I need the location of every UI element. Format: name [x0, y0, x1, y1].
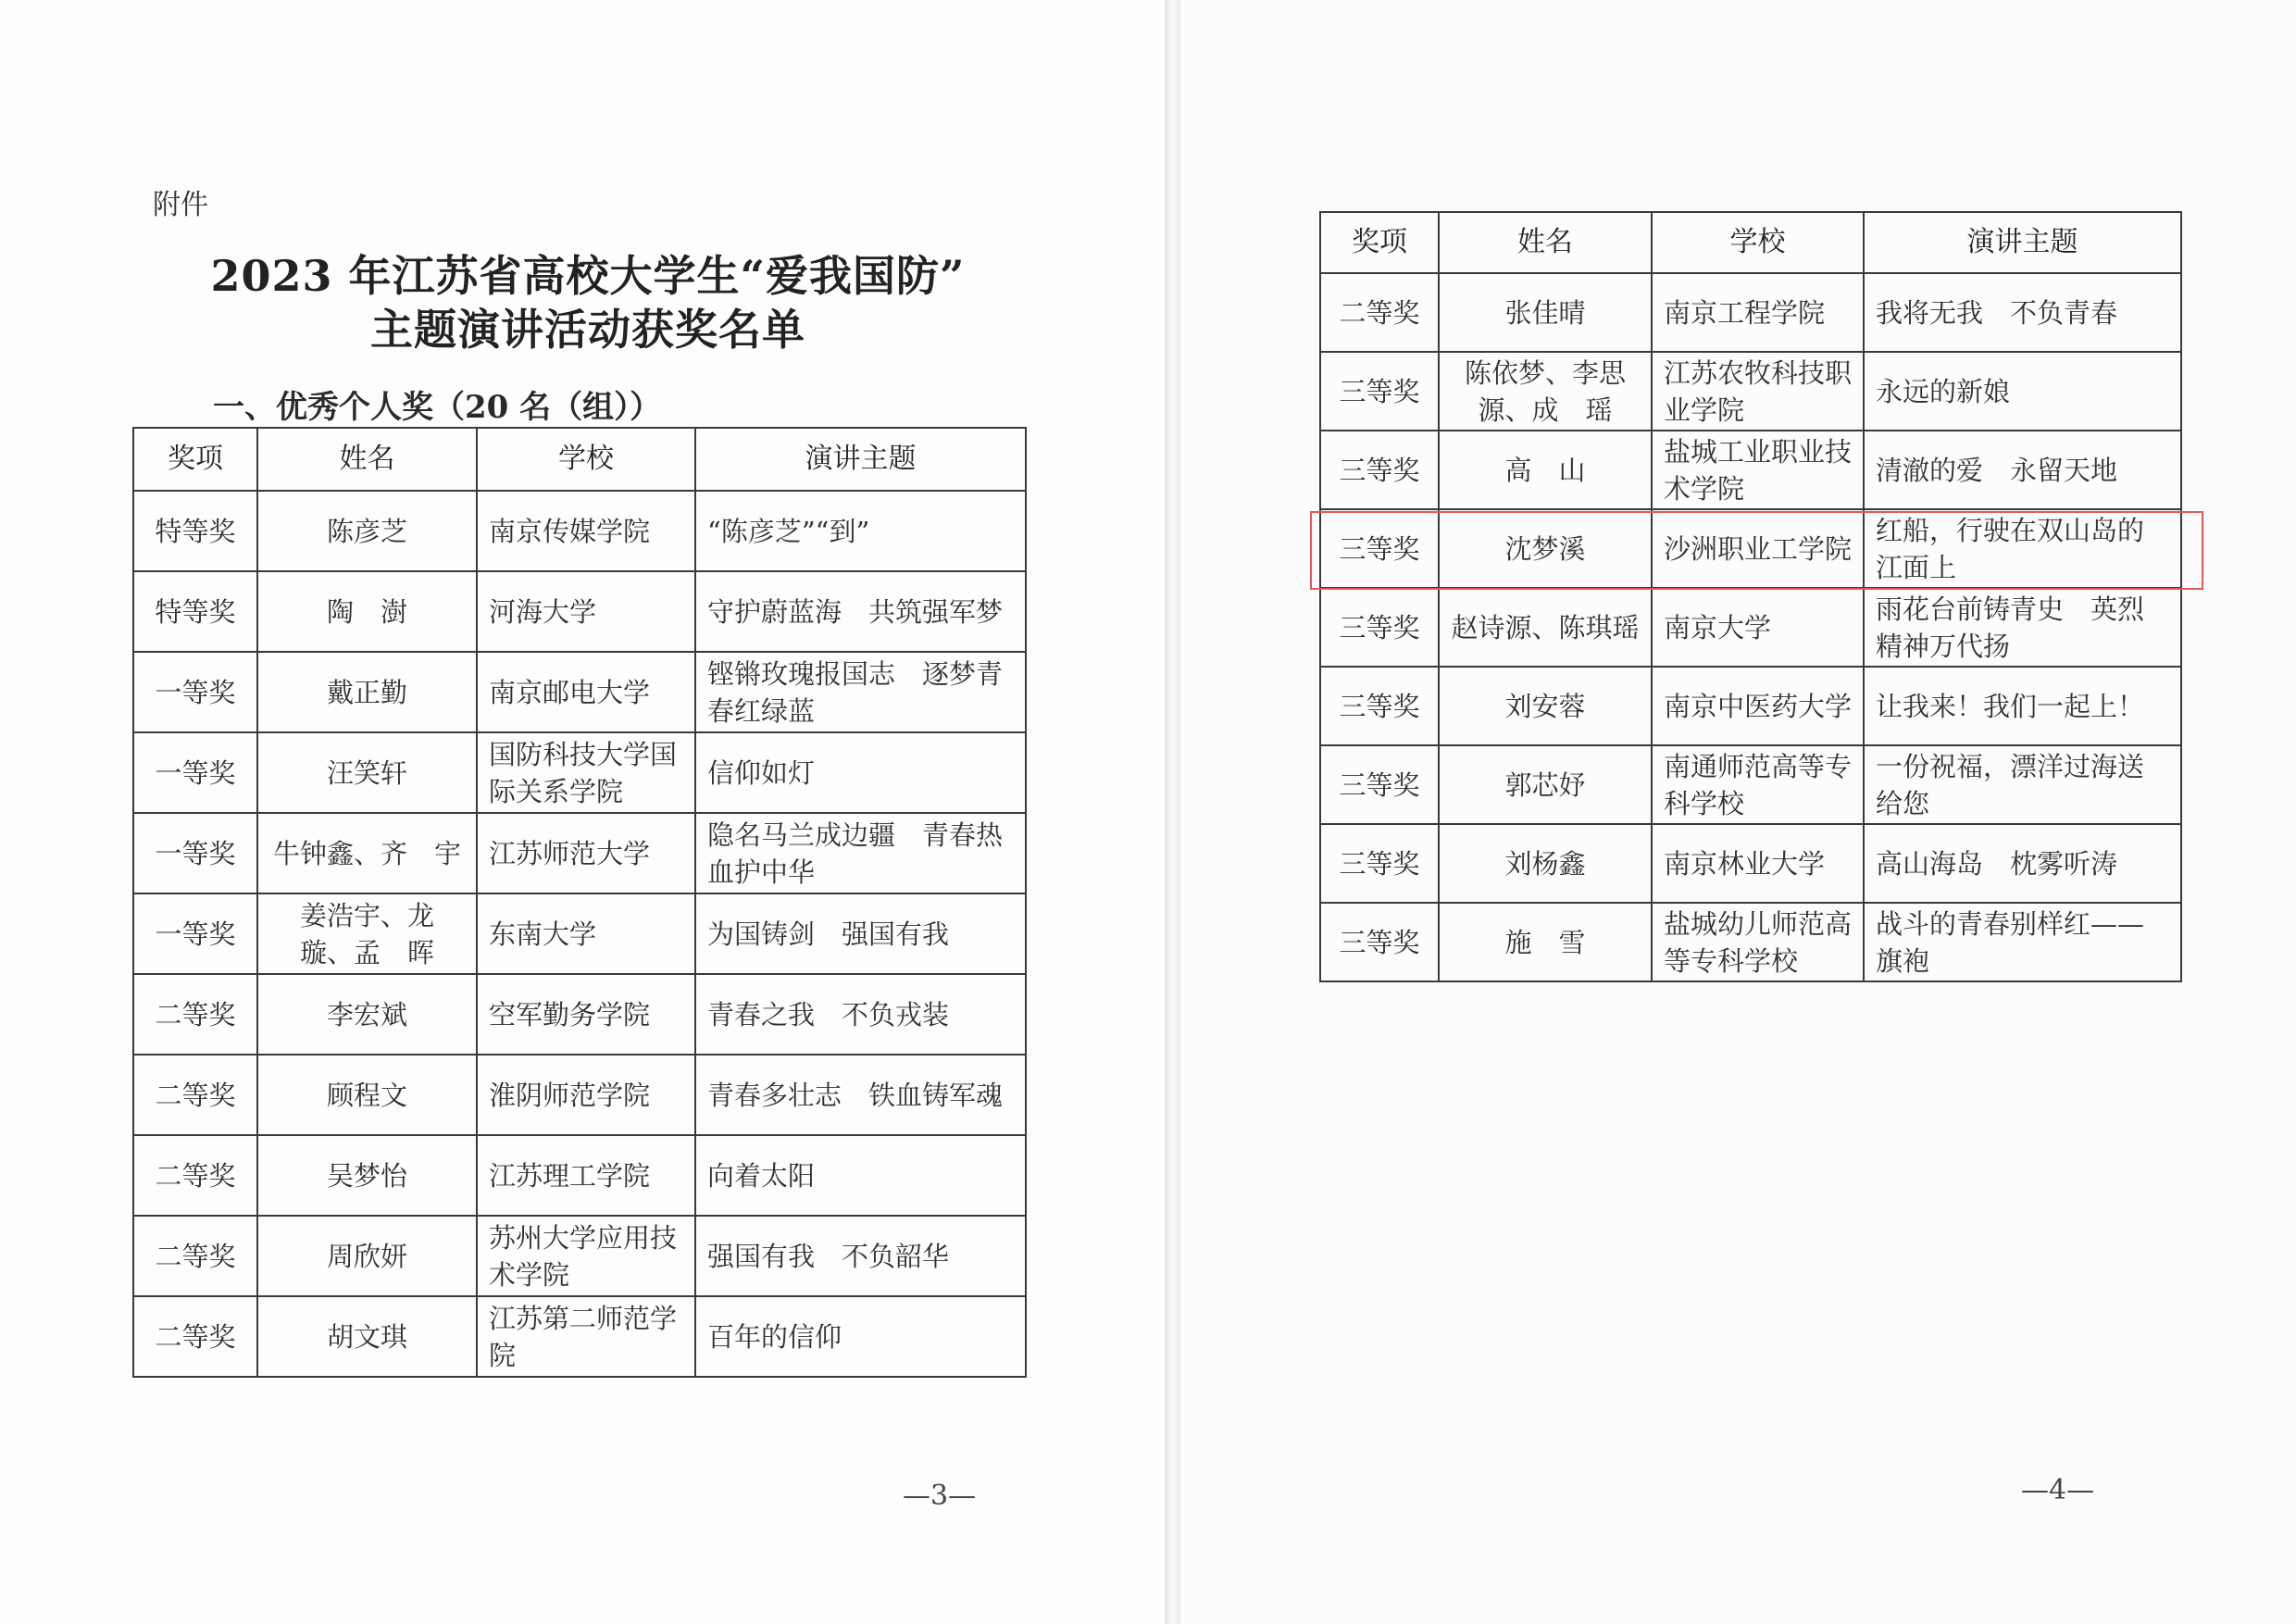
- header-school: 学校: [1652, 212, 1864, 273]
- name-cell: 沈梦溪: [1439, 509, 1652, 588]
- school-cell: 江苏第二师范学院: [477, 1296, 695, 1377]
- table-row: [133, 652, 1026, 732]
- school-cell: 南京传媒学院: [477, 491, 695, 571]
- school-cell: 空军勤务学院: [477, 974, 695, 1055]
- school-cell: 江苏农牧科技职业学院: [1652, 352, 1864, 431]
- name-cell: 陈彦芝: [257, 491, 477, 571]
- name-cell: 李宏斌: [257, 974, 477, 1055]
- topic-cell: 一份祝福，漂洋过海送给您: [1864, 745, 2181, 824]
- award-cell: 二等奖: [133, 1216, 257, 1296]
- award-cell: 一等奖: [133, 652, 257, 732]
- school-cell: 苏州大学应用技术学院: [477, 1216, 695, 1296]
- header-topic: 演讲主题: [695, 428, 1026, 491]
- topic-cell: 铿锵玫瑰报国志 逐梦青春红绿蓝: [695, 652, 1026, 732]
- award-cell: 一等奖: [133, 732, 257, 813]
- name-cell: 姜浩宇、龙 璇、孟 晖: [257, 893, 477, 974]
- header-name: 姓名: [1439, 212, 1652, 273]
- topic-cell: 我将无我 不负青春: [1864, 273, 2181, 352]
- topic-cell: 隐名马兰成边疆 青春热血护中华: [695, 813, 1026, 893]
- header-award: 奖项: [1320, 212, 1439, 273]
- school-cell: 盐城工业职业技术学院: [1652, 431, 1864, 509]
- header-name: 姓名: [257, 428, 477, 491]
- book-spine: [1165, 0, 1181, 1624]
- award-cell: 二等奖: [133, 1296, 257, 1377]
- table-row: [1320, 431, 2181, 509]
- school-cell: 盐城幼儿师范高等专科学校: [1652, 903, 1864, 981]
- award-cell: 三等奖: [1320, 588, 1439, 667]
- table-row: [133, 1135, 1026, 1216]
- name-cell: 牛钟鑫、齐 宇: [257, 813, 477, 893]
- table-row: [133, 732, 1026, 813]
- school-cell: 南京大学: [1652, 588, 1864, 667]
- award-cell: 三等奖: [1320, 509, 1439, 588]
- name-cell: 周欣妍: [257, 1216, 477, 1296]
- school-cell: 南京林业大学: [1652, 824, 1864, 903]
- award-cell: 二等奖: [1320, 273, 1439, 352]
- name-cell: 郭芯妤: [1439, 745, 1652, 824]
- topic-cell: 青春多壮志 铁血铸军魂: [695, 1055, 1026, 1135]
- topic-cell: 高山海岛 枕雾听涛: [1864, 824, 2181, 903]
- table-row: [1320, 824, 2181, 903]
- table-row: [133, 1216, 1026, 1296]
- table-row: [1320, 352, 2181, 431]
- section-heading: 一、优秀个人奖（20 名（组））: [213, 389, 662, 426]
- table-row: [133, 571, 1026, 652]
- topic-cell: 守护蔚蓝海 共筑强军梦: [695, 571, 1026, 652]
- award-cell: 一等奖: [133, 893, 257, 974]
- topic-cell: 红船，行驶在双山岛的江面上: [1864, 509, 2181, 588]
- award-cell: 二等奖: [133, 974, 257, 1055]
- table-row: [133, 1055, 1026, 1135]
- topic-cell: 永远的新娘: [1864, 352, 2181, 431]
- topic-cell: 让我来！我们一起上！: [1864, 667, 2181, 745]
- name-cell: 高 山: [1439, 431, 1652, 509]
- award-cell: 特等奖: [133, 491, 257, 571]
- attachment-label: 附件: [153, 189, 208, 221]
- table-row: [1320, 273, 2181, 352]
- school-cell: 国防科技大学国际关系学院: [477, 732, 695, 813]
- name-cell: 陈依梦、李思源、成 瑶: [1439, 352, 1652, 431]
- name-cell: 赵诗源、陈琪瑶: [1439, 588, 1652, 667]
- name-cell: 施 雪: [1439, 903, 1652, 981]
- name-cell: 陶 澍: [257, 571, 477, 652]
- table-header-row: [133, 428, 1026, 491]
- document-title-line2: 主题演讲活动获奖名单: [370, 305, 805, 355]
- award-table-right: [1319, 211, 2182, 982]
- topic-cell: 信仰如灯: [695, 732, 1026, 813]
- name-cell: 汪笑轩: [257, 732, 477, 813]
- topic-cell: 清澈的爱 永留天地: [1864, 431, 2181, 509]
- header-topic: 演讲主题: [1864, 212, 2181, 273]
- header-award: 奖项: [133, 428, 257, 491]
- award-cell: 一等奖: [133, 813, 257, 893]
- topic-cell: 向着太阳: [695, 1135, 1026, 1216]
- table-row: [1320, 745, 2181, 824]
- topic-cell: 雨花台前铸青史 英烈精神万代扬: [1864, 588, 2181, 667]
- award-cell: 三等奖: [1320, 352, 1439, 431]
- school-cell: 南通师范高等专科学校: [1652, 745, 1864, 824]
- school-cell: 南京工程学院: [1652, 273, 1864, 352]
- page-number: —3—: [903, 1480, 977, 1512]
- award-cell: 三等奖: [1320, 824, 1439, 903]
- topic-cell: 百年的信仰: [695, 1296, 1026, 1377]
- right-page: [1180, 0, 2296, 1624]
- name-cell: 刘杨鑫: [1439, 824, 1652, 903]
- table-row: [1320, 588, 2181, 667]
- school-cell: 江苏师范大学: [477, 813, 695, 893]
- award-cell: 二等奖: [133, 1135, 257, 1216]
- table-row: [133, 1296, 1026, 1377]
- highlight-box: [1310, 511, 2203, 590]
- document-title-line1: 2023 年江苏省高校大学生“爱我国防”: [210, 251, 966, 301]
- school-cell: 东南大学: [477, 893, 695, 974]
- table-row: [133, 491, 1026, 571]
- table-row: [1320, 667, 2181, 745]
- table-row: [1320, 903, 2181, 981]
- award-cell: 三等奖: [1320, 903, 1439, 981]
- topic-cell: 战斗的青春别样红——旗袍: [1864, 903, 2181, 981]
- topic-cell: 青春之我 不负戎装: [695, 974, 1026, 1055]
- topic-cell: 为国铸剑 强国有我: [695, 893, 1026, 974]
- page-number: —4—: [2021, 1474, 2095, 1506]
- school-cell: 河海大学: [477, 571, 695, 652]
- school-cell: 江苏理工学院: [477, 1135, 695, 1216]
- name-cell: 刘安蓉: [1439, 667, 1652, 745]
- school-cell: 南京邮电大学: [477, 652, 695, 732]
- school-cell: 淮阴师范学院: [477, 1055, 695, 1135]
- table-header-row: [1320, 212, 2181, 273]
- topic-cell: “陈彦芝”“到”: [695, 491, 1026, 571]
- name-cell: 胡文琪: [257, 1296, 477, 1377]
- award-table-left: [132, 427, 1027, 1378]
- award-cell: 三等奖: [1320, 745, 1439, 824]
- name-cell: 吴梦怡: [257, 1135, 477, 1216]
- award-cell: 三等奖: [1320, 431, 1439, 509]
- school-cell: 沙洲职业工学院: [1652, 509, 1864, 588]
- award-cell: 三等奖: [1320, 667, 1439, 745]
- table-row: [133, 813, 1026, 893]
- name-cell: 戴正勤: [257, 652, 477, 732]
- name-cell: 顾程文: [257, 1055, 477, 1135]
- topic-cell: 强国有我 不负韶华: [695, 1216, 1026, 1296]
- table-row: [133, 893, 1026, 974]
- award-cell: 特等奖: [133, 571, 257, 652]
- table-row: [133, 974, 1026, 1055]
- school-cell: 南京中医药大学: [1652, 667, 1864, 745]
- header-school: 学校: [477, 428, 695, 491]
- award-cell: 二等奖: [133, 1055, 257, 1135]
- name-cell: 张佳晴: [1439, 273, 1652, 352]
